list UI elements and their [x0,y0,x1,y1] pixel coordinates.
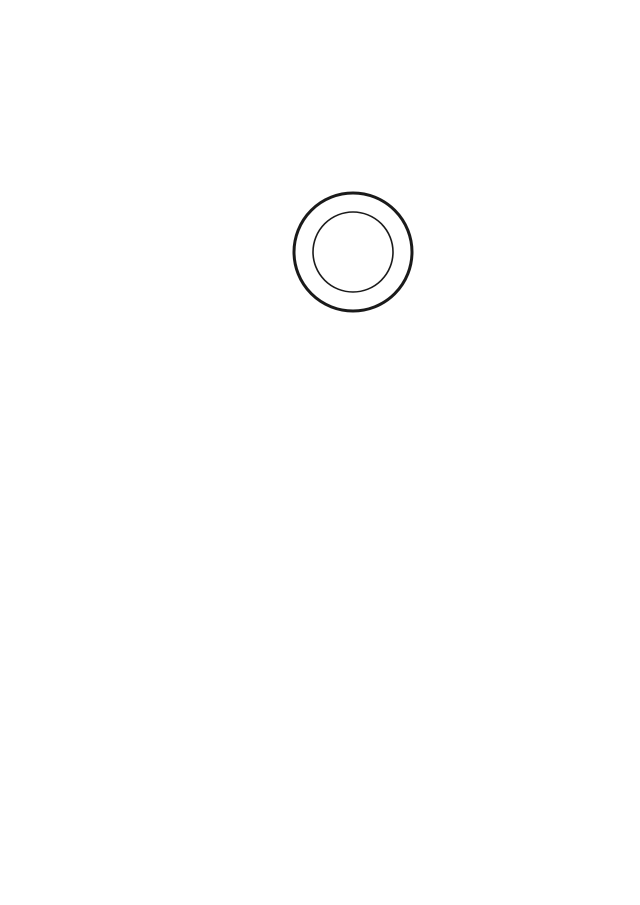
stamp-seal-graphic [290,189,416,315]
stamp-outer-ring [294,193,412,311]
official-stamp [290,189,416,315]
stamp-inner-ring [313,212,393,292]
